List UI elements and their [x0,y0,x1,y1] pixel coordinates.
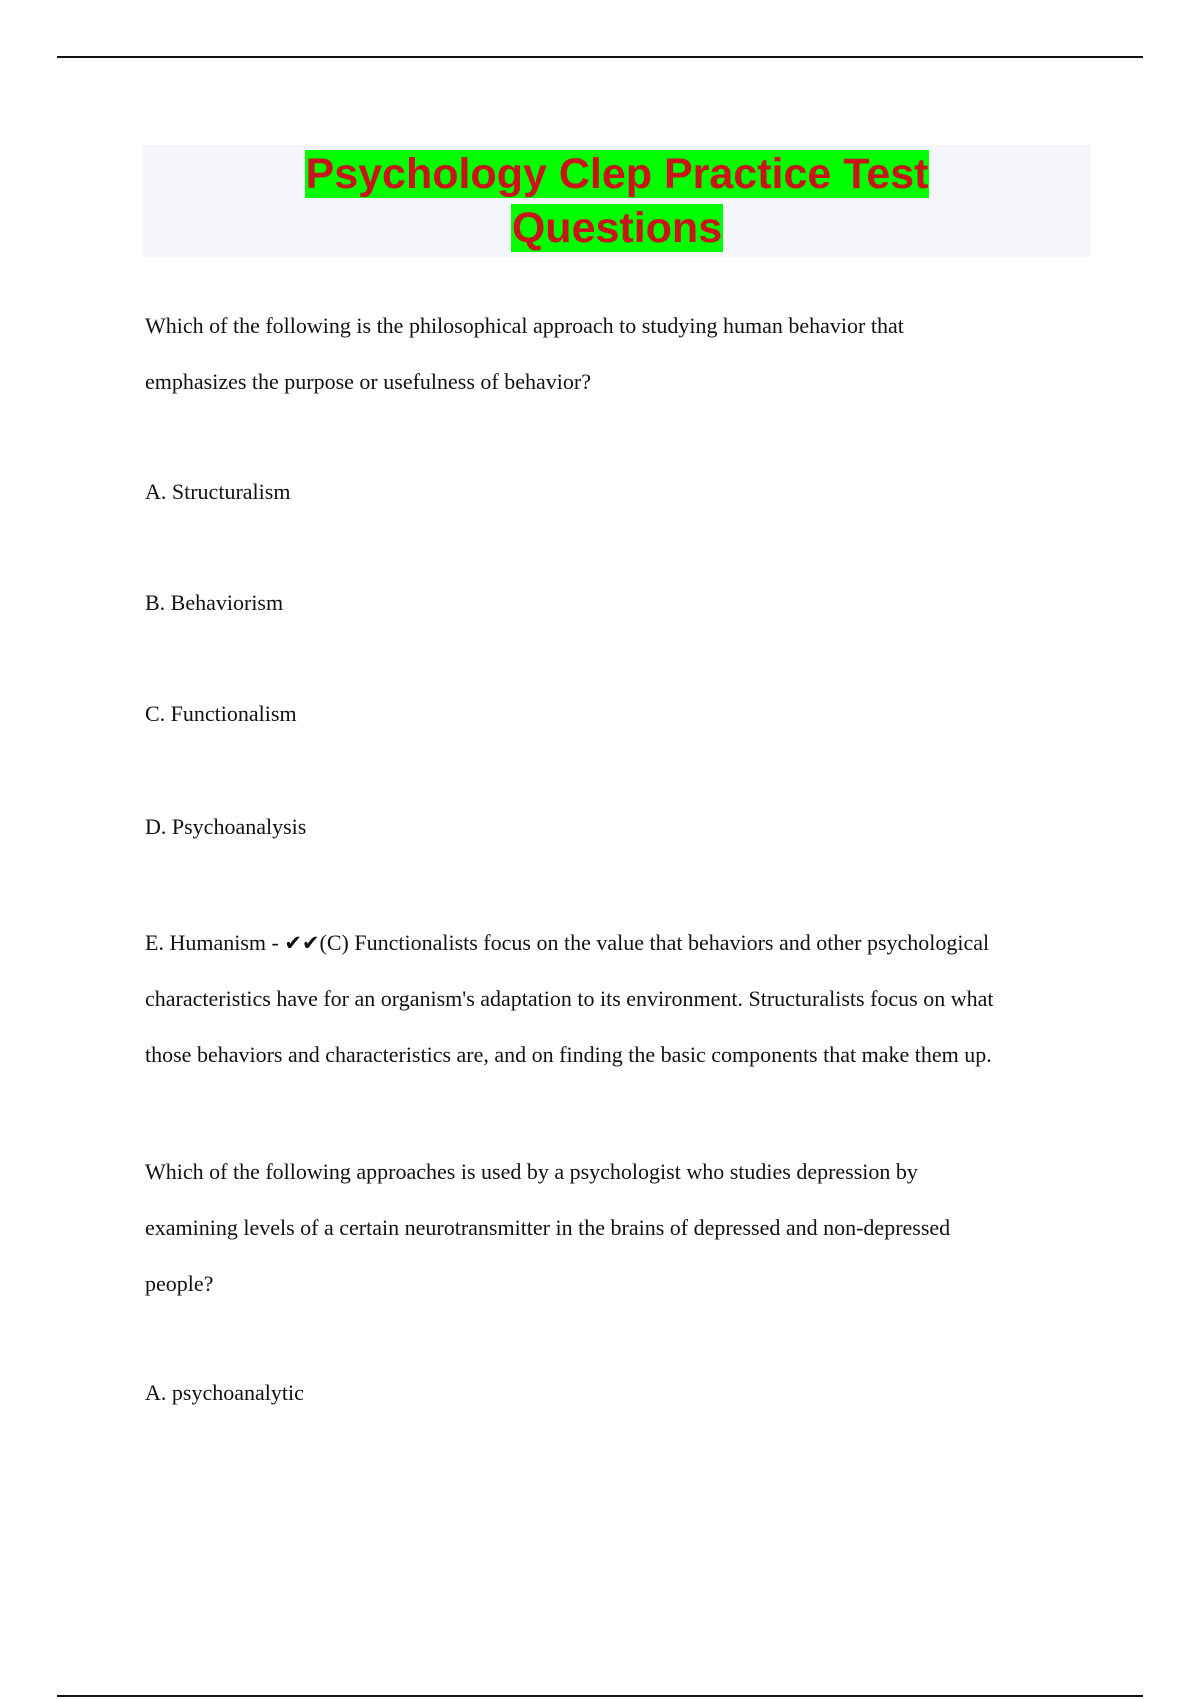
answer-line-2: characteristics have for an organism's adaptation to its environment. Structuralists focus on what [145,986,994,1011]
checkmark-icon: ✔✔ [284,931,320,955]
document-title [143,145,1091,255]
title-banner [143,145,1091,257]
question-1-option-c: C. Functionalism [145,701,297,726]
title-line-2: Questions [511,204,723,252]
footer-rule [57,1695,1143,1697]
question-1-option-e-and-answer [145,915,1105,1083]
title-line-1: Psychology Clep Practice Test [305,150,929,198]
question-1-stem-line-1: Which of the following is the philosophical approach to studying human behavior that [145,313,904,338]
question-2-stem-line-3: people? [145,1271,214,1296]
answer-line-3: those behaviors and characteristics are, and on finding the basic components that make them up. [145,1042,992,1067]
question-1-stem [145,298,1105,410]
question-1-option-b: B. Behaviorism [145,590,284,615]
question-2-stem [145,1144,1105,1312]
option-e-label: E. Humanism - [145,930,285,955]
question-2-option-a: A. psychoanalytic [145,1380,304,1405]
question-1-option-a: A. Structuralism [145,479,291,504]
question-1-option-d: D. Psychoanalysis [145,814,307,839]
answer-line-1 [145,915,1105,971]
question-1-stem-line-2: emphasizes the purpose or usefulness of behavior? [145,369,591,394]
question-2-stem-line-1: Which of the following approaches is used by a psychologist who studies depression by [145,1159,918,1184]
answer-explanation-start: (C) Functionalists focus on the value that behaviors and other psychological [319,930,990,955]
header-rule [57,56,1143,58]
question-2-stem-line-2: examining levels of a certain neurotransmitter in the brains of depressed and non-depressed [145,1215,951,1240]
